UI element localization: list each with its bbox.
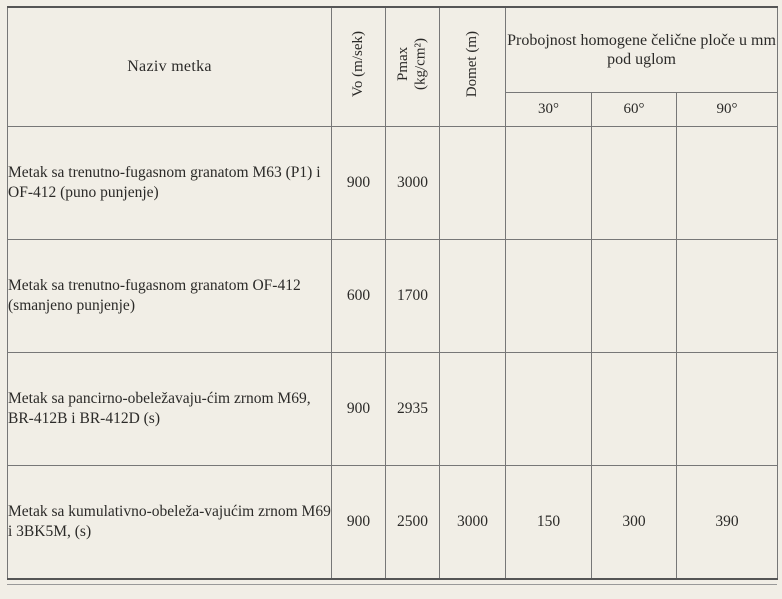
header-vo-text: Vo (m/sek) [349, 31, 366, 98]
row-angle-30: 150 [506, 465, 592, 579]
bottom-rule [7, 584, 777, 585]
header-name: Naziv metka [8, 7, 332, 126]
row-angle-60 [592, 239, 677, 352]
header-pmax-line1: Pmax [395, 47, 412, 82]
row-name: Metak sa kumulativno-obeleža-vajućim zrnom M69 i 3BK5M, (s) [8, 465, 332, 579]
row-vo: 600 [332, 239, 386, 352]
ammunition-table [7, 6, 778, 580]
row-domet [440, 352, 506, 465]
header-angle-90: 90° [677, 92, 778, 126]
header-row [8, 7, 778, 92]
row-angle-90 [677, 239, 778, 352]
row-angle-30 [506, 126, 592, 239]
table-row [8, 465, 778, 579]
row-pmax: 3000 [386, 126, 440, 239]
header-domet-text: Domet (m) [463, 31, 480, 98]
row-domet: 3000 [440, 465, 506, 579]
row-pmax: 2935 [386, 352, 440, 465]
row-angle-90: 390 [677, 465, 778, 579]
table-row [8, 352, 778, 465]
header-vo [332, 7, 386, 126]
row-angle-30 [506, 352, 592, 465]
header-domet [440, 7, 506, 126]
row-vo: 900 [332, 126, 386, 239]
row-name: Metak sa trenutno-fugasnom granatom OF-412 (smanjeno punjenje) [8, 239, 332, 352]
row-angle-90 [677, 126, 778, 239]
header-angle-60: 60° [592, 92, 677, 126]
row-angle-60: 300 [592, 465, 677, 579]
row-name: Metak sa trenutno-fugasnom granatom M63 (P1) i OF-412 (puno punjenje) [8, 126, 332, 239]
row-pmax: 1700 [386, 239, 440, 352]
header-pmax-line2: (kg/cm²) [412, 38, 429, 91]
row-angle-30 [506, 239, 592, 352]
row-domet [440, 126, 506, 239]
row-name: Metak sa pancirno-obeležavaju-ćim zrnom M69, BR-412B i BR-412D (s) [8, 352, 332, 465]
row-angle-60 [592, 126, 677, 239]
row-vo: 900 [332, 465, 386, 579]
header-penetration: Probojnost homogene čelične ploče u mm pod uglom [506, 7, 778, 92]
row-domet [440, 239, 506, 352]
header-pmax [386, 7, 440, 126]
row-angle-60 [592, 352, 677, 465]
row-angle-90 [677, 352, 778, 465]
row-vo: 900 [332, 352, 386, 465]
table-row [8, 126, 778, 239]
header-pmax-text [395, 38, 430, 90]
header-angle-30: 30° [506, 92, 592, 126]
row-pmax: 2500 [386, 465, 440, 579]
table-row [8, 239, 778, 352]
